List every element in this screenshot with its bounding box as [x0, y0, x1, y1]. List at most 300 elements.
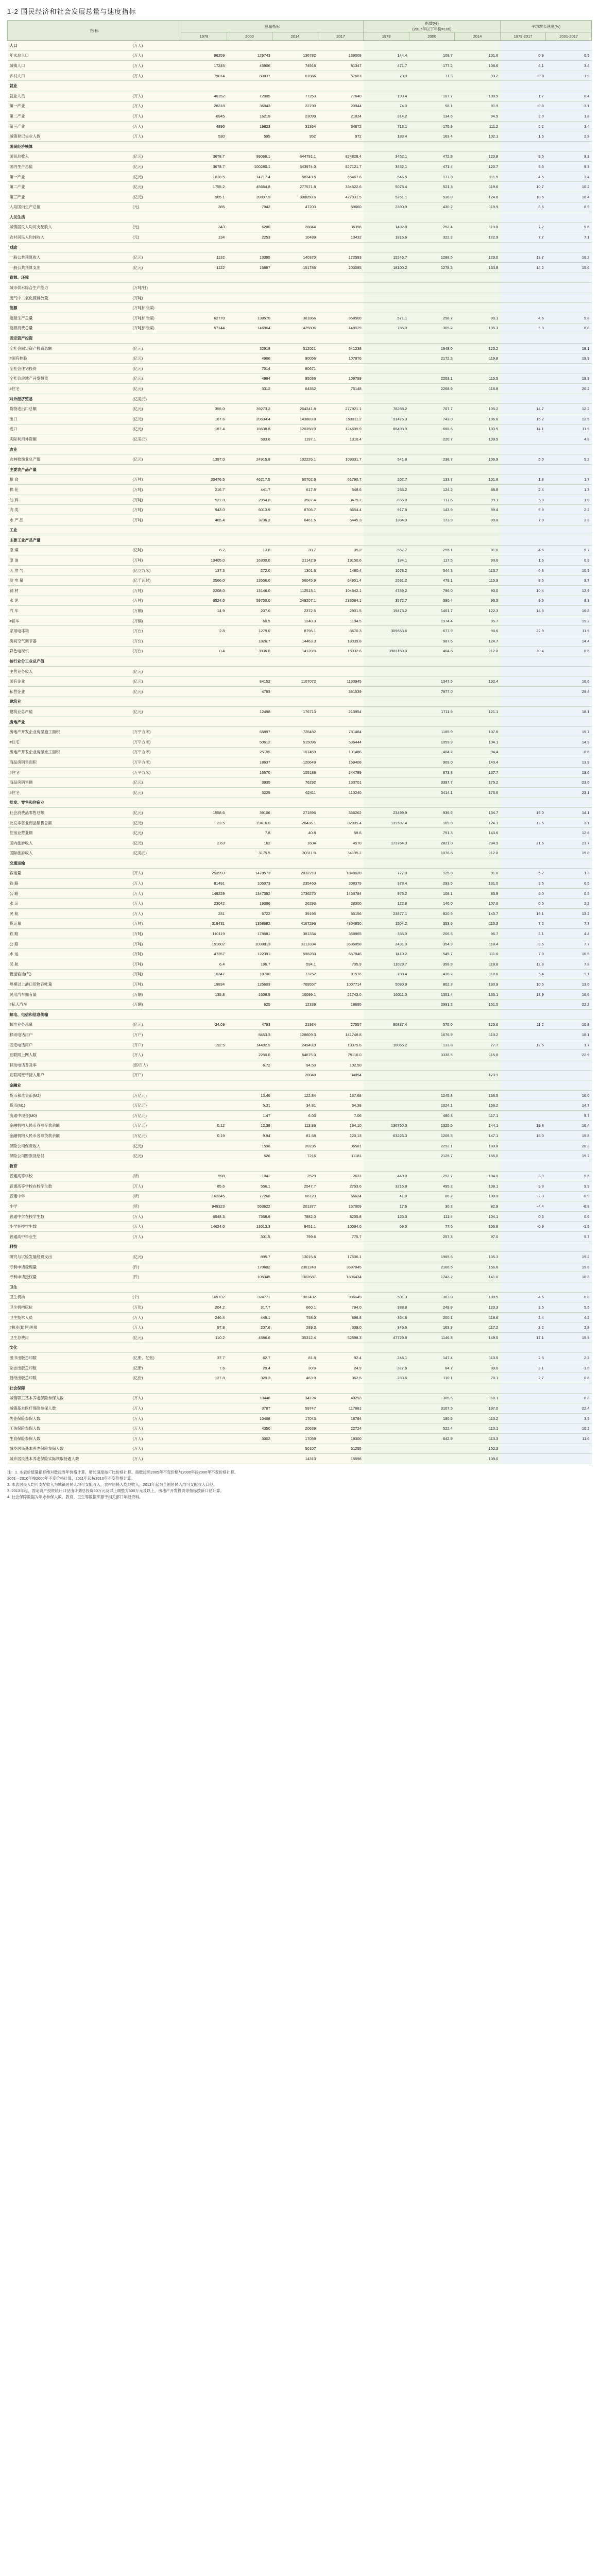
row-value-cell: 644791.1 [272, 151, 318, 162]
row-indicator-name: 出口 [8, 414, 131, 424]
row-value-cell: 9.5 [500, 162, 546, 172]
row-value-cell: 546.5 [364, 172, 409, 182]
table-row [8, 293, 592, 303]
row-unit [130, 525, 181, 535]
row-value-cell: 9.3 [546, 151, 592, 162]
row-value-cell: 6722 [227, 909, 272, 919]
row-value-cell: 29.4 [546, 687, 592, 697]
row-value-cell: 14.9 [181, 606, 227, 616]
row-value-cell: 556.1 [227, 1181, 272, 1192]
row-value-cell [181, 999, 227, 1010]
row-value-cell: 13146.0 [227, 586, 272, 596]
row-value-cell: 10.5 [500, 192, 546, 202]
row-value-cell [227, 273, 272, 283]
row-value-cell [500, 1151, 546, 1161]
row-indicator-name: 主要农产品产量 [8, 464, 131, 474]
row-value-cell [181, 353, 227, 364]
row-value-cell: 140.7 [455, 909, 501, 919]
row-unit [130, 858, 181, 869]
row-value-cell: 22.4 [546, 1403, 592, 1414]
row-value-cell: 11.2 [500, 1020, 546, 1030]
row-value-cell: 8796.1 [272, 626, 318, 636]
row-value-cell: 113.3 [455, 1433, 501, 1444]
row-value-cell: 110.6 [455, 969, 501, 979]
row-value-cell [364, 1100, 409, 1111]
row-value-cell: 1351.4 [409, 989, 455, 999]
row-value-cell [455, 303, 501, 313]
row-value-cell: 16570 [227, 767, 272, 777]
row-value-cell [546, 1070, 592, 1080]
row-value-cell [181, 848, 227, 858]
row-value-cell: 16.6 [546, 676, 592, 687]
table-row [8, 1393, 592, 1403]
row-value-cell: 144789 [318, 767, 364, 777]
table-row [8, 1454, 592, 1464]
row-value-cell: 18700 [227, 969, 272, 979]
row-value-cell: 28844 [272, 222, 318, 232]
table-row [8, 1383, 592, 1393]
row-value-cell [500, 1232, 546, 1242]
header-year: 1978 [181, 32, 227, 41]
row-unit: (亿元) [130, 1333, 181, 1343]
row-value-cell: 96.7 [455, 929, 501, 939]
row-value-cell: 124609.9 [318, 424, 364, 434]
row-value-cell: 404.8 [409, 646, 455, 656]
row-indicator-name: 货物进出口总额 [8, 404, 131, 414]
row-value-cell: 4.4 [546, 929, 592, 939]
row-value-cell: 50107 [272, 1444, 318, 1454]
row-unit: (万人) [130, 1423, 181, 1434]
row-value-cell [546, 141, 592, 151]
row-value-cell [409, 141, 455, 151]
row-value-cell: 2125.7 [409, 1151, 455, 1161]
header-year: 1978 [364, 32, 409, 41]
row-indicator-name: 彩色电视机 [8, 646, 131, 656]
row-indicator-name: 水 泥 [8, 596, 131, 606]
row-value-cell: 6445.3 [318, 515, 364, 525]
row-value-cell: 81.68 [272, 1131, 318, 1141]
row-value-cell: 183.4 [364, 131, 409, 142]
row-value-cell: 3936.0 [227, 646, 272, 656]
row-value-cell: 1.7 [500, 91, 546, 101]
row-value-cell [181, 1080, 227, 1091]
row-indicator-name: 房地产开发企业房屋竣工面积 [8, 747, 131, 757]
row-value-cell: 164.10 [318, 1121, 364, 1131]
row-value-cell: 1248.3 [272, 616, 318, 626]
row-value-cell: 796.0 [409, 586, 455, 596]
row-value-cell: 14.7 [546, 1100, 592, 1111]
row-value-cell: 110119 [181, 929, 227, 939]
row-value-cell: 120.13 [318, 1131, 364, 1141]
table-row [8, 1333, 592, 1343]
row-value-cell: 75148 [318, 384, 364, 394]
row-value-cell: 9.9 [546, 1181, 592, 1192]
row-value-cell: 135.3 [455, 1252, 501, 1262]
row-value-cell: 99.1 [455, 313, 501, 324]
row-indicator-name: 金融业 [8, 1080, 131, 1091]
row-value-cell: 802.3 [409, 979, 455, 990]
row-value-cell: 65467.6 [318, 172, 364, 182]
table-row [8, 727, 592, 737]
table-row [8, 929, 592, 939]
table-row [8, 1020, 592, 1030]
row-value-cell: -1.9 [546, 71, 592, 81]
row-unit: (亿元) [130, 424, 181, 434]
row-value-cell: -2.3 [500, 1191, 546, 1201]
row-value-cell: 102.4 [455, 676, 501, 687]
row-value-cell: 203085 [318, 263, 364, 273]
row-unit: (万吨) [130, 949, 181, 959]
row-value-cell: -1.5 [546, 1222, 592, 1232]
row-value-cell: 362.5 [318, 1373, 364, 1383]
row-value-cell: 1965.6 [409, 1252, 455, 1262]
row-value-cell [318, 81, 364, 91]
row-indicator-name: 房间空气调节器 [8, 636, 131, 647]
table-row [8, 50, 592, 61]
table-row [8, 626, 592, 636]
row-value-cell [455, 364, 501, 374]
row-value-cell [364, 273, 409, 283]
table-row [8, 1272, 592, 1282]
row-indicator-name: 第一产业 [8, 172, 131, 182]
row-value-cell: 20944 [318, 101, 364, 111]
row-unit: (亿元) [130, 414, 181, 424]
row-value-cell: 18637 [227, 757, 272, 768]
row-value-cell: 20639 [272, 1423, 318, 1434]
row-value-cell [227, 535, 272, 546]
row-value-cell [364, 384, 409, 394]
row-value-cell: 6.0 [500, 888, 546, 899]
row-value-cell: 575.0 [409, 1020, 455, 1030]
row-value-cell: 4.6 [500, 313, 546, 324]
row-value-cell: 368865 [318, 929, 364, 939]
row-value-cell: 705.9 [318, 959, 364, 970]
row-value-cell: 465.4 [181, 515, 227, 525]
row-value-cell: 5.0 [500, 454, 546, 465]
row-value-cell: 385 [181, 202, 227, 212]
row-value-cell: 1301.6 [272, 565, 318, 575]
row-value-cell: 16099.1 [272, 989, 318, 999]
row-unit: (亿元) [130, 374, 181, 384]
row-unit: (万辆) [130, 999, 181, 1010]
row-value-cell: 115.3 [455, 919, 501, 929]
row-value-cell: 13395 [227, 252, 272, 263]
table-row [8, 1141, 592, 1151]
row-value-cell: 15887 [227, 263, 272, 273]
row-value-cell: 9.7 [546, 575, 592, 586]
table-row [8, 858, 592, 869]
row-value-cell: 14624.0 [181, 1222, 227, 1232]
row-value-cell [272, 798, 318, 808]
row-value-cell [455, 212, 501, 223]
row-value-cell: 3706.2 [227, 515, 272, 525]
row-unit: (亿美元) [130, 394, 181, 404]
row-value-cell: 24.9 [318, 1363, 364, 1373]
row-value-cell [409, 697, 455, 707]
row-value-cell: 567.7 [364, 545, 409, 555]
row-unit: (个) [130, 1292, 181, 1302]
row-unit: (亿元) [130, 172, 181, 182]
row-value-cell: 7.7 [546, 919, 592, 929]
row-value-cell [181, 1242, 227, 1252]
row-indicator-name: 财政 [8, 242, 131, 252]
row-value-cell: 4804850 [318, 919, 364, 929]
indicator-table [7, 20, 592, 1464]
row-value-cell: 15.6 [546, 263, 592, 273]
row-unit: (万人) [130, 899, 181, 909]
row-value-cell: 390.4 [409, 596, 455, 606]
row-value-cell: 113.86 [272, 1121, 318, 1131]
row-value-cell [546, 697, 592, 707]
row-unit: (万平方米) [130, 727, 181, 737]
row-value-cell: 1402.8 [364, 222, 409, 232]
row-value-cell: 92.4 [318, 1353, 364, 1363]
row-value-cell: 151602 [181, 939, 227, 949]
row-value-cell: 11.9 [546, 424, 592, 434]
row-value-cell [455, 1242, 501, 1252]
row-value-cell: 898.8 [318, 1312, 364, 1323]
table-row [8, 474, 592, 485]
row-value-cell: 22.2 [546, 999, 592, 1010]
row-value-cell: 113.7 [455, 565, 501, 575]
row-value-cell [181, 858, 227, 869]
row-value-cell: 80671 [272, 364, 318, 374]
row-value-cell [364, 848, 409, 858]
row-value-cell: 7.2 [500, 222, 546, 232]
row-value-cell: 180.8 [455, 1141, 501, 1151]
row-value-cell [364, 1010, 409, 1020]
row-indicator-name: 建筑业总产值 [8, 707, 131, 717]
row-value-cell [500, 1050, 546, 1060]
row-unit: (万张) [130, 1302, 181, 1313]
row-value-cell: 118.6 [455, 1312, 501, 1323]
row-value-cell [500, 757, 546, 768]
row-unit [130, 1010, 181, 1020]
row-value-cell [181, 798, 227, 808]
row-value-cell: 12498 [227, 707, 272, 717]
table-row [8, 535, 592, 546]
row-value-cell: 59700.0 [227, 596, 272, 606]
row-value-cell: -0.9 [546, 1191, 592, 1201]
row-indicator-name: 国内旅游收入 [8, 838, 131, 848]
row-value-cell: 22.9 [500, 626, 546, 636]
row-value-cell: 9451.1 [272, 1222, 318, 1232]
row-value-cell [500, 687, 546, 697]
row-value-cell: 121.1 [455, 707, 501, 717]
row-value-cell: 3312 [227, 384, 272, 394]
table-row [8, 273, 592, 283]
row-value-cell [546, 798, 592, 808]
row-value-cell [272, 141, 318, 151]
row-indicator-name: 城乡居民基本养老保险实际领取待遇人数 [8, 1454, 131, 1464]
row-value-cell [500, 656, 546, 667]
row-value-cell: 26293 [272, 899, 318, 909]
row-unit: (件) [130, 1262, 181, 1272]
table-row [8, 424, 592, 434]
row-value-cell [500, 676, 546, 687]
row-value-cell: 7.8 [227, 828, 272, 838]
row-value-cell: 8.5 [500, 939, 546, 949]
row-value-cell: 2268.9 [409, 384, 455, 394]
table-row [8, 969, 592, 979]
row-unit: (万人) [130, 71, 181, 81]
row-value-cell: 7882.0 [272, 1211, 318, 1222]
row-value-cell [227, 1070, 272, 1080]
row-value-cell: 5.5 [546, 1302, 592, 1313]
row-value-cell [227, 1444, 272, 1454]
row-value-cell: 78288.2 [364, 404, 409, 414]
row-unit: (亿元) [130, 666, 181, 676]
row-value-cell [546, 212, 592, 223]
row-value-cell: 1.8 [546, 111, 592, 122]
row-value-cell: 105188 [272, 767, 318, 777]
row-value-cell: 155.0 [455, 1151, 501, 1161]
row-unit [130, 1080, 181, 1091]
row-indicator-name: 家用电冰箱 [8, 626, 131, 636]
row-indicator-name: 人口 [8, 41, 131, 51]
row-value-cell: 153311.2 [318, 414, 364, 424]
row-value-cell: 36581 [318, 1141, 364, 1151]
row-value-cell: 66493.9 [364, 424, 409, 434]
row-value-cell: 4890 [181, 121, 227, 131]
row-value-cell: 10.5 [546, 565, 592, 575]
row-value-cell [227, 1161, 272, 1171]
row-unit: (万人) [130, 1413, 181, 1423]
row-value-cell [181, 41, 227, 51]
row-value-cell [455, 656, 501, 667]
row-indicator-name: 城镇人口 [8, 61, 131, 71]
table-row [8, 676, 592, 687]
row-indicator-name: 城镇基本医疗保险参保人数 [8, 1403, 131, 1414]
row-value-cell: 353.6 [409, 919, 455, 929]
row-value-cell [364, 798, 409, 808]
row-value-cell: 381334 [272, 929, 318, 939]
row-value-cell: 112.8 [455, 646, 501, 656]
row-value-cell: 10.2 [546, 182, 592, 192]
row-value-cell: 23499.9 [364, 808, 409, 818]
row-value-cell: 10.4 [546, 192, 592, 202]
table-row [8, 353, 592, 364]
row-indicator-name: 对外经济贸易 [8, 394, 131, 404]
header-row-groups [8, 21, 592, 32]
row-value-cell: 58.1 [409, 101, 455, 111]
row-value-cell: 1279.0 [227, 626, 272, 636]
row-indicator-name: 能源消费总量 [8, 323, 131, 333]
row-value-cell [500, 1413, 546, 1423]
row-value-cell: 329.3 [227, 1373, 272, 1383]
row-value-cell: 120.8 [455, 151, 501, 162]
row-unit: (亿元) [130, 808, 181, 818]
row-value-cell [318, 464, 364, 474]
row-value-cell [455, 333, 501, 344]
row-value-cell [500, 141, 546, 151]
row-value-cell [546, 1010, 592, 1020]
table-row [8, 1010, 592, 1020]
row-value-cell [409, 333, 455, 344]
table-row [8, 121, 592, 131]
row-value-cell: 16.0 [546, 1090, 592, 1100]
row-value-cell: 85.6 [181, 1181, 227, 1192]
row-value-cell: 147.1 [455, 1131, 501, 1141]
row-value-cell: 9.5 [500, 151, 546, 162]
row-value-cell: 125.2 [455, 343, 501, 353]
row-value-cell: 253993 [181, 868, 227, 878]
row-value-cell [181, 717, 227, 727]
row-indicator-name: 第三产业 [8, 192, 131, 202]
row-value-cell: 7.8 [546, 959, 592, 970]
row-value-cell [455, 81, 501, 91]
row-value-cell: 27557 [318, 1020, 364, 1030]
row-value-cell [500, 858, 546, 869]
table-row [8, 495, 592, 505]
row-value-cell [272, 283, 318, 293]
row-value-cell: 220.7 [409, 434, 455, 445]
row-value-cell: 10.5 [546, 949, 592, 959]
row-value-cell: 124.1 [455, 818, 501, 828]
row-value-cell: 126743 [227, 50, 272, 61]
row-value-cell: 1310.4 [318, 434, 364, 445]
row-value-cell: 6945 [181, 111, 227, 122]
row-indicator-name: 流通中现金(M0) [8, 1110, 131, 1121]
row-value-cell [227, 242, 272, 252]
row-indicator-name: 报纸出版总印数 [8, 1373, 131, 1383]
table-row [8, 888, 592, 899]
row-value-cell [500, 1060, 546, 1070]
row-value-cell: 144.4 [364, 50, 409, 61]
row-value-cell: 124.6 [455, 192, 501, 202]
row-unit: (万人) [130, 1393, 181, 1403]
row-value-cell: 24915.8 [227, 454, 272, 465]
row-value-cell [546, 273, 592, 283]
row-value-cell [455, 858, 501, 869]
row-value-cell: 1384.9 [364, 515, 409, 525]
row-value-cell [181, 1030, 227, 1040]
row-value-cell: 448529 [318, 323, 364, 333]
row-unit: (万人) [130, 1403, 181, 1414]
row-indicator-name: 货币和准货币(M2) [8, 1090, 131, 1100]
row-value-cell: 3452.1 [364, 162, 409, 172]
row-value-cell [272, 656, 318, 667]
row-unit: (部/百人) [130, 1060, 181, 1070]
row-value-cell: 8.6 [500, 575, 546, 586]
row-value-cell: 29.4 [227, 1363, 272, 1373]
row-unit: (亿元) [130, 384, 181, 394]
row-unit: (万人) [130, 50, 181, 61]
row-value-cell: 1197.1 [272, 434, 318, 445]
row-value-cell: 45664.8 [227, 182, 272, 192]
row-value-cell: 156.6 [455, 1262, 501, 1272]
row-value-cell: 103.5 [455, 424, 501, 434]
row-value-cell: 758.0 [272, 1312, 318, 1323]
row-value-cell: 95036 [272, 374, 318, 384]
row-value-cell: 23099 [272, 111, 318, 122]
row-value-cell: 781484 [318, 727, 364, 737]
row-value-cell: 1302687 [272, 1272, 318, 1282]
row-value-cell: 641238 [318, 343, 364, 353]
row-value-cell: 743.0 [409, 414, 455, 424]
row-indicator-name: 工业 [8, 525, 131, 535]
row-value-cell: 643974.0 [272, 162, 318, 172]
row-value-cell: 104642.1 [318, 586, 364, 596]
row-value-cell: 625 [227, 999, 272, 1010]
row-value-cell [272, 666, 318, 676]
row-value-cell: 75116.0 [318, 1050, 364, 1060]
row-value-cell [227, 525, 272, 535]
row-value-cell: 30.2 [409, 1201, 455, 1212]
row-indicator-name: 商品房销售面积 [8, 757, 131, 768]
row-value-cell: 22724 [318, 1423, 364, 1434]
row-indicator-name: 一般公共预算收入 [8, 252, 131, 263]
